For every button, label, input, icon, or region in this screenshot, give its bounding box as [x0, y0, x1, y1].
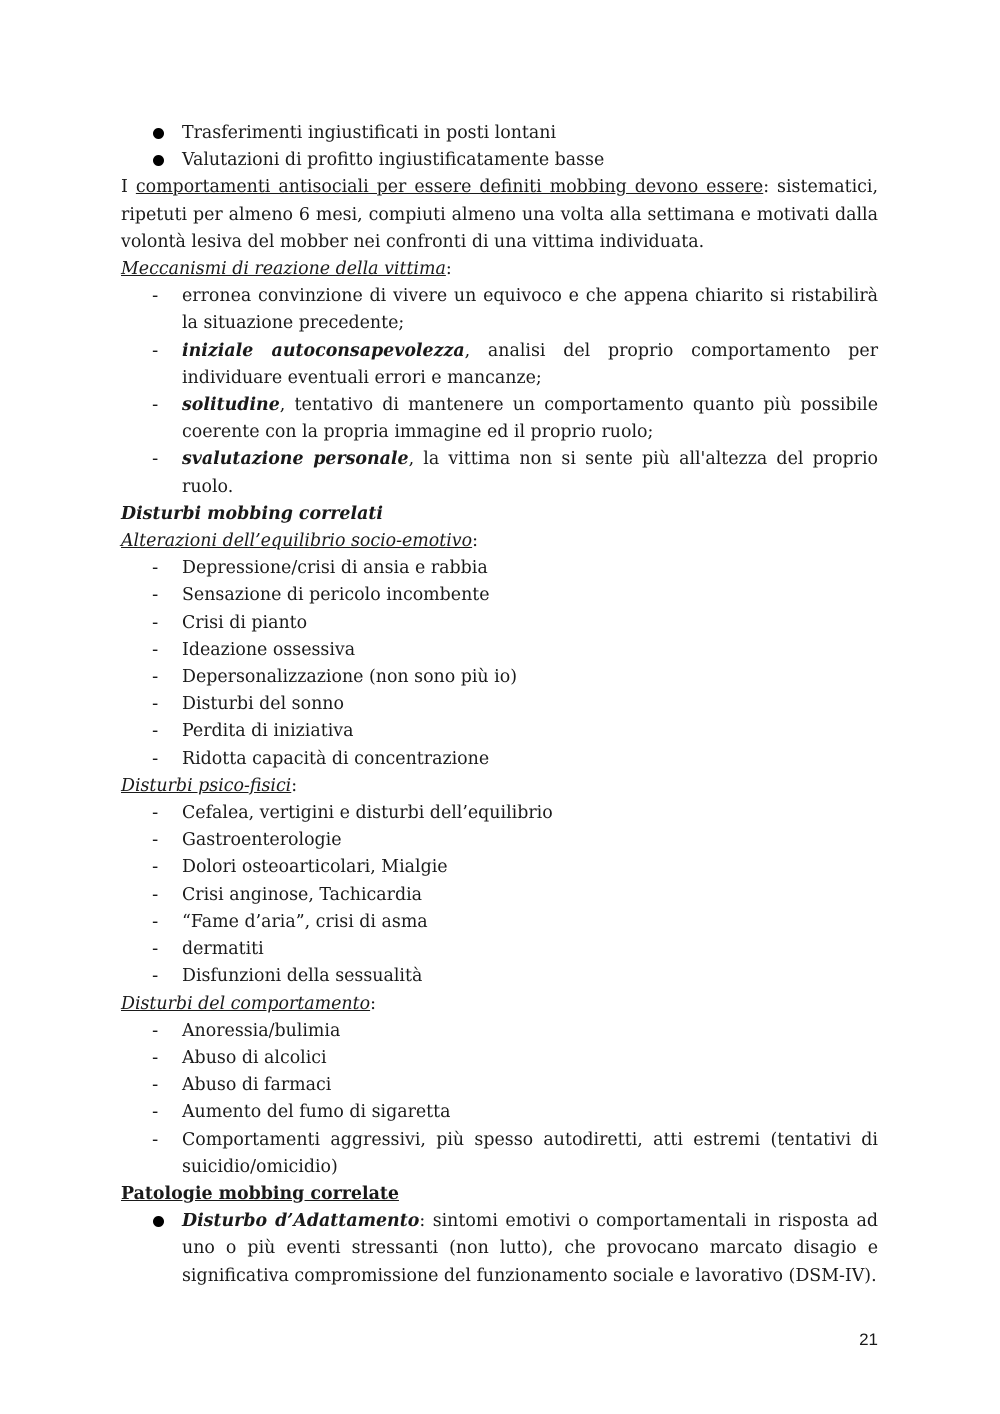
underlined-phrase: comportamenti antisociali per essere definiti mobbing devono essere [135, 177, 764, 198]
list-item: - Perdita di iniziativa [121, 718, 878, 745]
meccanismi-list [121, 283, 878, 501]
list-item: Trasferimenti ingiustificati in posti lontani [121, 120, 878, 147]
page-number: 21 [859, 1330, 878, 1349]
list-item: - Aumento del fumo di sigaretta [121, 1099, 878, 1126]
patologie-list [121, 1208, 878, 1290]
list-item: - Ridotta capacità di concentrazione [121, 746, 878, 773]
subheading-psicofisici: Disturbi psico-fisici: [121, 775, 298, 796]
list-item: Disturbo d’Adattamento: sintomi emotivi o comportamentali in risposta ad uno o più eventi stressanti (non lutto), che provocano marcato disagio e significativa compromissione del funzionamento sociale e lavorativo (DSM-IV). [121, 1208, 878, 1290]
paragraph-mobbing-criteria [121, 174, 878, 256]
list-item: - Abuso di farmaci [121, 1072, 878, 1099]
list-item: - Ideazione ossessiva [121, 637, 878, 664]
list-item: - Comportamenti aggressivi, più spesso autodiretti, atti estremi (tentativi di suicidio/omicidio) [121, 1127, 878, 1181]
list-item: - dermatiti [121, 936, 878, 963]
list-item: - “Fame d’aria”, crisi di asma [121, 909, 878, 936]
list-item: - Disturbi del sonno [121, 691, 878, 718]
list-item: - Cefalea, vertigini e disturbi dell’equilibrio [121, 800, 878, 827]
list-item: - svalutazione personale, la vittima non si sente più all'altezza del proprio ruolo. [121, 446, 878, 500]
list-item: - Dolori osteoarticolari, Mialgie [121, 854, 878, 881]
list-item: - erronea convinzione di vivere un equivoco e che appena chiarito si ristabilirà la situazione precedente; [121, 283, 878, 337]
document-page [121, 120, 878, 1290]
list-item: - Disfunzioni della sessualità [121, 963, 878, 990]
psicofisici-list [121, 800, 878, 990]
list-item: - Sensazione di pericolo incombente [121, 582, 878, 609]
list-item: Valutazioni di profitto ingiustificatamente basse [121, 147, 878, 174]
section-heading-meccanismi: Meccanismi di reazione della vittima: [121, 259, 452, 280]
section-heading-disturbi: Disturbi mobbing correlati [121, 503, 384, 524]
list-item: - Depressione/crisi di ansia e rabbia [121, 555, 878, 582]
paragraph-prefix: I [121, 177, 136, 198]
list-item: - Gastroenterologie [121, 827, 878, 854]
list-item: - iniziale autoconsapevolezza, analisi del proprio comportamento per individuare eventuali errori e mancanze; [121, 338, 878, 392]
list-item: - Anoressia/bulimia [121, 1018, 878, 1045]
list-item: - Crisi anginose, Tachicardia [121, 882, 878, 909]
alterazioni-list [121, 555, 878, 773]
subheading-comportamento: Disturbi del comportamento: [121, 993, 376, 1014]
top-bullet-list [121, 120, 878, 174]
list-item: - solitudine, tentativo di mantenere un comportamento quanto più possibile coerente con la propria immagine ed il proprio ruolo; [121, 392, 878, 446]
subheading-alterazioni: Alterazioni dell’equilibrio socio-emotivo: [121, 531, 478, 552]
paragraph-rest: : sistematici, ripetuti per almeno 6 mesi, compiuti almeno una volta alla settimana e motivati dalla volontà lesiva del mobber nei confronti di una vittima individuata. [121, 177, 878, 252]
comportamento-list [121, 1018, 878, 1181]
section-heading-patologie: Patologie mobbing correlate [121, 1183, 399, 1204]
list-item: - Abuso di alcolici [121, 1045, 878, 1072]
list-item: - Crisi di pianto [121, 610, 878, 637]
list-item: - Depersonalizzazione (non sono più io) [121, 664, 878, 691]
